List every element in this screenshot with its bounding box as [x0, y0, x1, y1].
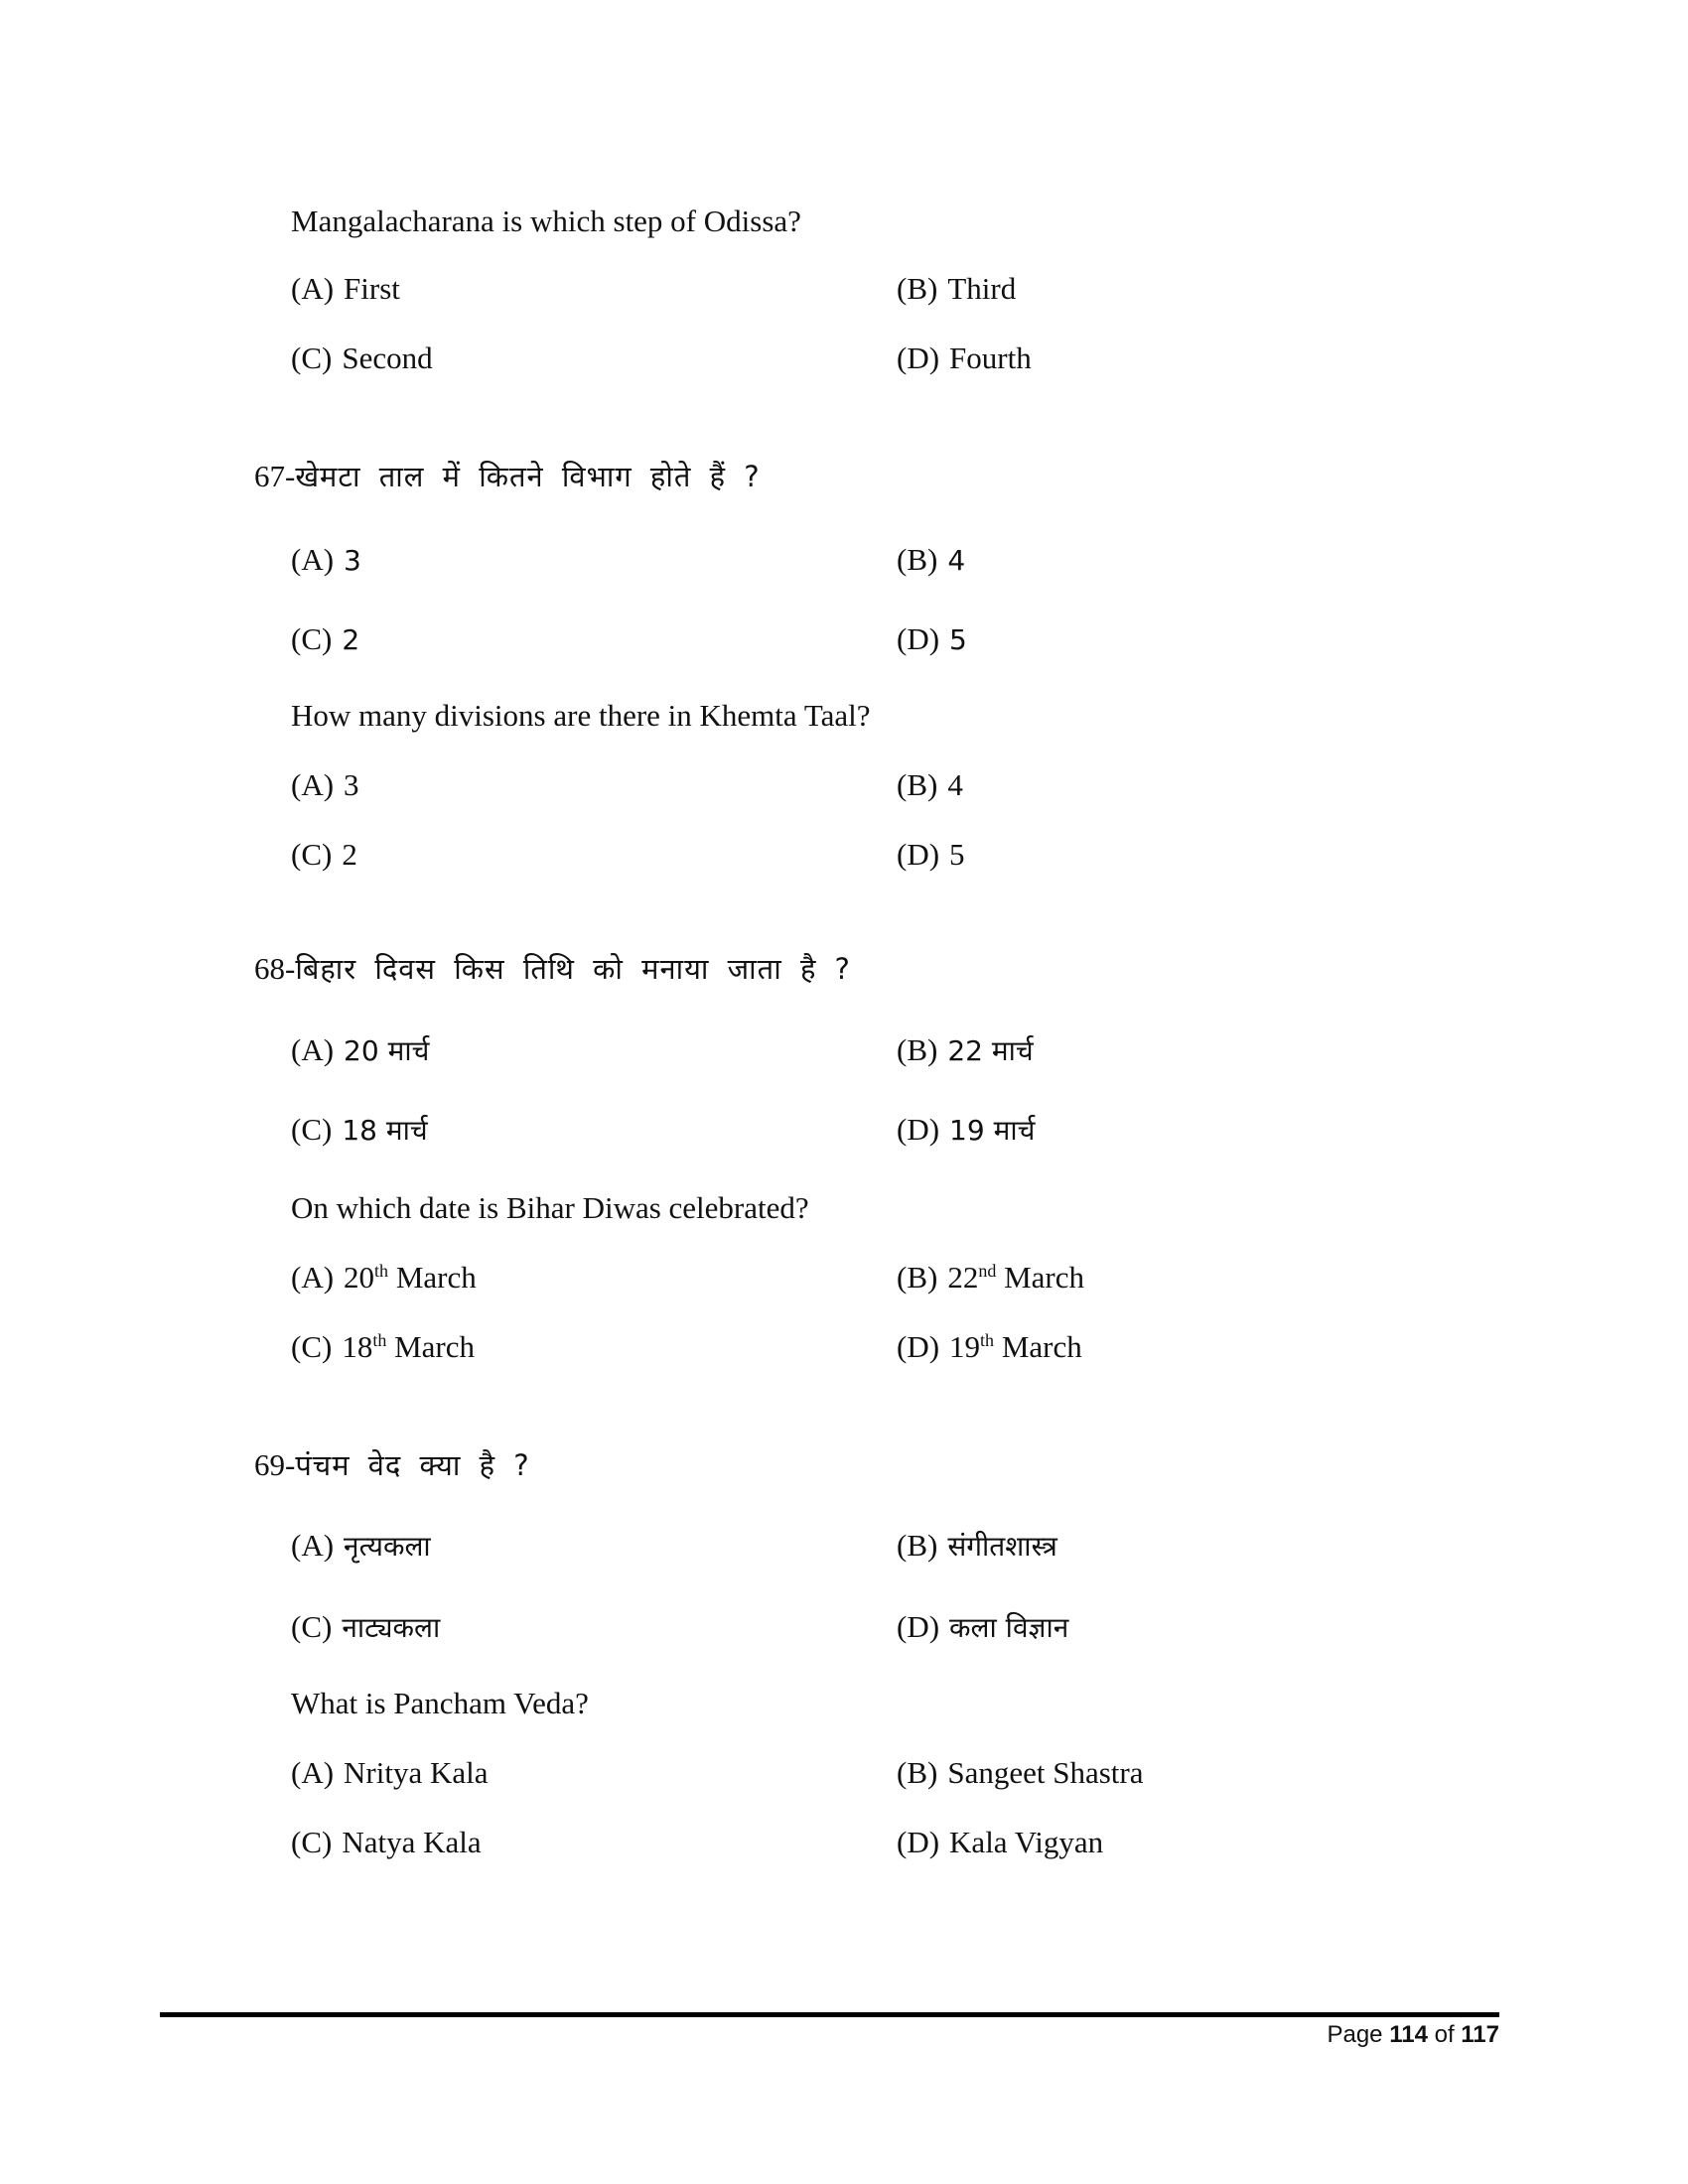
ordinal-suffix: th	[372, 1330, 387, 1350]
option-day: 19	[949, 1329, 981, 1364]
option-d	[897, 339, 1032, 378]
option-label: (C)	[291, 1329, 333, 1364]
option-c	[291, 835, 357, 875]
option-d	[897, 835, 965, 875]
option-label: (D)	[897, 1609, 940, 1644]
option-label: (A)	[291, 1755, 335, 1790]
option-label: (D)	[897, 1825, 940, 1859]
question-67-hindi	[254, 457, 761, 496]
option-text: 4	[947, 544, 966, 577]
option-label: (B)	[897, 1755, 938, 1790]
option-text: 5	[949, 623, 967, 656]
ordinal-suffix: nd	[978, 1261, 997, 1281]
option-label: (C)	[291, 837, 333, 872]
option-d	[897, 1327, 1082, 1367]
option-label: (B)	[897, 271, 938, 306]
option-label: (B)	[897, 1528, 938, 1563]
footer-divider	[160, 2012, 1499, 2017]
option-label: (C)	[291, 1609, 333, 1644]
option-text: 22 मार्च	[947, 1034, 1034, 1067]
current-page: 114	[1389, 2021, 1428, 2048]
option-c	[291, 1607, 440, 1647]
option-day: 22	[947, 1260, 979, 1295]
option-text: 3	[344, 767, 359, 802]
option-d	[897, 1823, 1103, 1862]
option-label: (B)	[897, 542, 938, 577]
question-number: 68-	[254, 951, 296, 986]
option-month: March	[1001, 1329, 1082, 1364]
total-pages: 117	[1461, 2021, 1499, 2048]
option-text: 20 मार्च	[344, 1034, 430, 1067]
question-text: How many divisions are there in Khemta Taal?	[291, 698, 871, 733]
question-text: On which date is Bihar Diwas celebrated?	[291, 1190, 809, 1225]
option-a	[291, 540, 361, 580]
option-c	[291, 1823, 482, 1862]
option-text: संगीतशास्त्र	[947, 1530, 1057, 1563]
option-b	[897, 765, 963, 805]
question-number: 67-	[254, 459, 296, 493]
option-label: (C)	[291, 1825, 333, 1859]
option-text: 2	[342, 623, 360, 656]
option-label: (D)	[897, 341, 940, 375]
question-69-hindi	[254, 1445, 530, 1485]
option-label: (D)	[897, 1329, 940, 1364]
option-text: Fourth	[949, 341, 1032, 375]
option-label: (A)	[291, 767, 335, 802]
option-label: (A)	[291, 271, 335, 306]
question-text: बिहार दिवस किस तिथि को मनाया जाता है ?	[295, 952, 851, 986]
page-of: of	[1434, 2021, 1455, 2048]
option-label: (D)	[897, 837, 940, 872]
option-b	[897, 269, 1016, 309]
option-text: Natya Kala	[342, 1825, 482, 1859]
option-a	[291, 1526, 431, 1566]
ordinal-suffix: th	[980, 1330, 995, 1350]
question-text: पंचम वेद क्या है ?	[295, 1448, 530, 1482]
option-a	[291, 1753, 489, 1793]
option-text: नृत्यकला	[344, 1530, 431, 1563]
option-month: March	[1004, 1260, 1084, 1295]
option-text: Third	[947, 271, 1017, 306]
option-a	[291, 765, 359, 805]
option-c	[291, 1110, 428, 1150]
option-b	[897, 1753, 1143, 1793]
option-label: (B)	[897, 1032, 938, 1067]
option-b	[897, 1030, 1034, 1070]
option-label: (D)	[897, 621, 940, 656]
option-label: (C)	[291, 621, 333, 656]
option-d	[897, 1607, 1068, 1647]
option-a	[291, 1258, 477, 1297]
option-month: March	[394, 1329, 475, 1364]
option-c	[291, 1327, 475, 1367]
option-text: First	[344, 271, 400, 306]
ordinal-suffix: th	[374, 1261, 389, 1281]
option-d	[897, 1110, 1035, 1150]
option-label: (C)	[291, 341, 333, 375]
option-month: March	[395, 1260, 477, 1295]
option-text: Kala Vigyan	[949, 1825, 1104, 1859]
option-label: (A)	[291, 542, 335, 577]
option-label: (A)	[291, 1260, 335, 1295]
option-label: (B)	[897, 767, 938, 802]
option-b	[897, 1258, 1084, 1297]
option-day: 18	[342, 1329, 373, 1364]
option-c	[291, 619, 359, 659]
page-number	[1327, 2019, 1499, 2051]
option-text: Second	[342, 341, 433, 375]
option-d	[897, 619, 967, 659]
option-c	[291, 339, 433, 378]
question-text: Mangalacharana is which step of Odissa?	[291, 204, 801, 238]
option-label: (A)	[291, 1528, 335, 1563]
option-b	[897, 540, 965, 580]
page-prefix: Page	[1327, 2021, 1383, 2048]
question-number: 69-	[254, 1447, 296, 1482]
option-label: (B)	[897, 1260, 938, 1295]
option-text: नाट्यकला	[342, 1611, 441, 1644]
option-text: 19 मार्च	[949, 1114, 1036, 1147]
question-text: What is Pancham Veda?	[291, 1686, 589, 1720]
question-68-hindi	[254, 949, 851, 989]
option-text: 5	[949, 837, 965, 872]
option-b	[897, 1526, 1057, 1566]
option-day: 20	[344, 1260, 375, 1295]
option-text: Sangeet Shastra	[947, 1755, 1144, 1790]
option-text: 3	[344, 544, 361, 577]
option-label: (D)	[897, 1112, 940, 1147]
option-text: Nritya Kala	[344, 1755, 489, 1790]
question-text: खेमटा ताल में कितने विभाग होते हैं ?	[295, 460, 761, 493]
option-a	[291, 269, 400, 309]
option-text: 2	[342, 837, 357, 872]
option-label: (C)	[291, 1112, 333, 1147]
option-label: (A)	[291, 1032, 335, 1067]
option-text: 18 मार्च	[342, 1114, 428, 1147]
option-text: 4	[947, 767, 963, 802]
option-a	[291, 1030, 429, 1070]
option-text: कला विज्ञान	[949, 1611, 1069, 1644]
